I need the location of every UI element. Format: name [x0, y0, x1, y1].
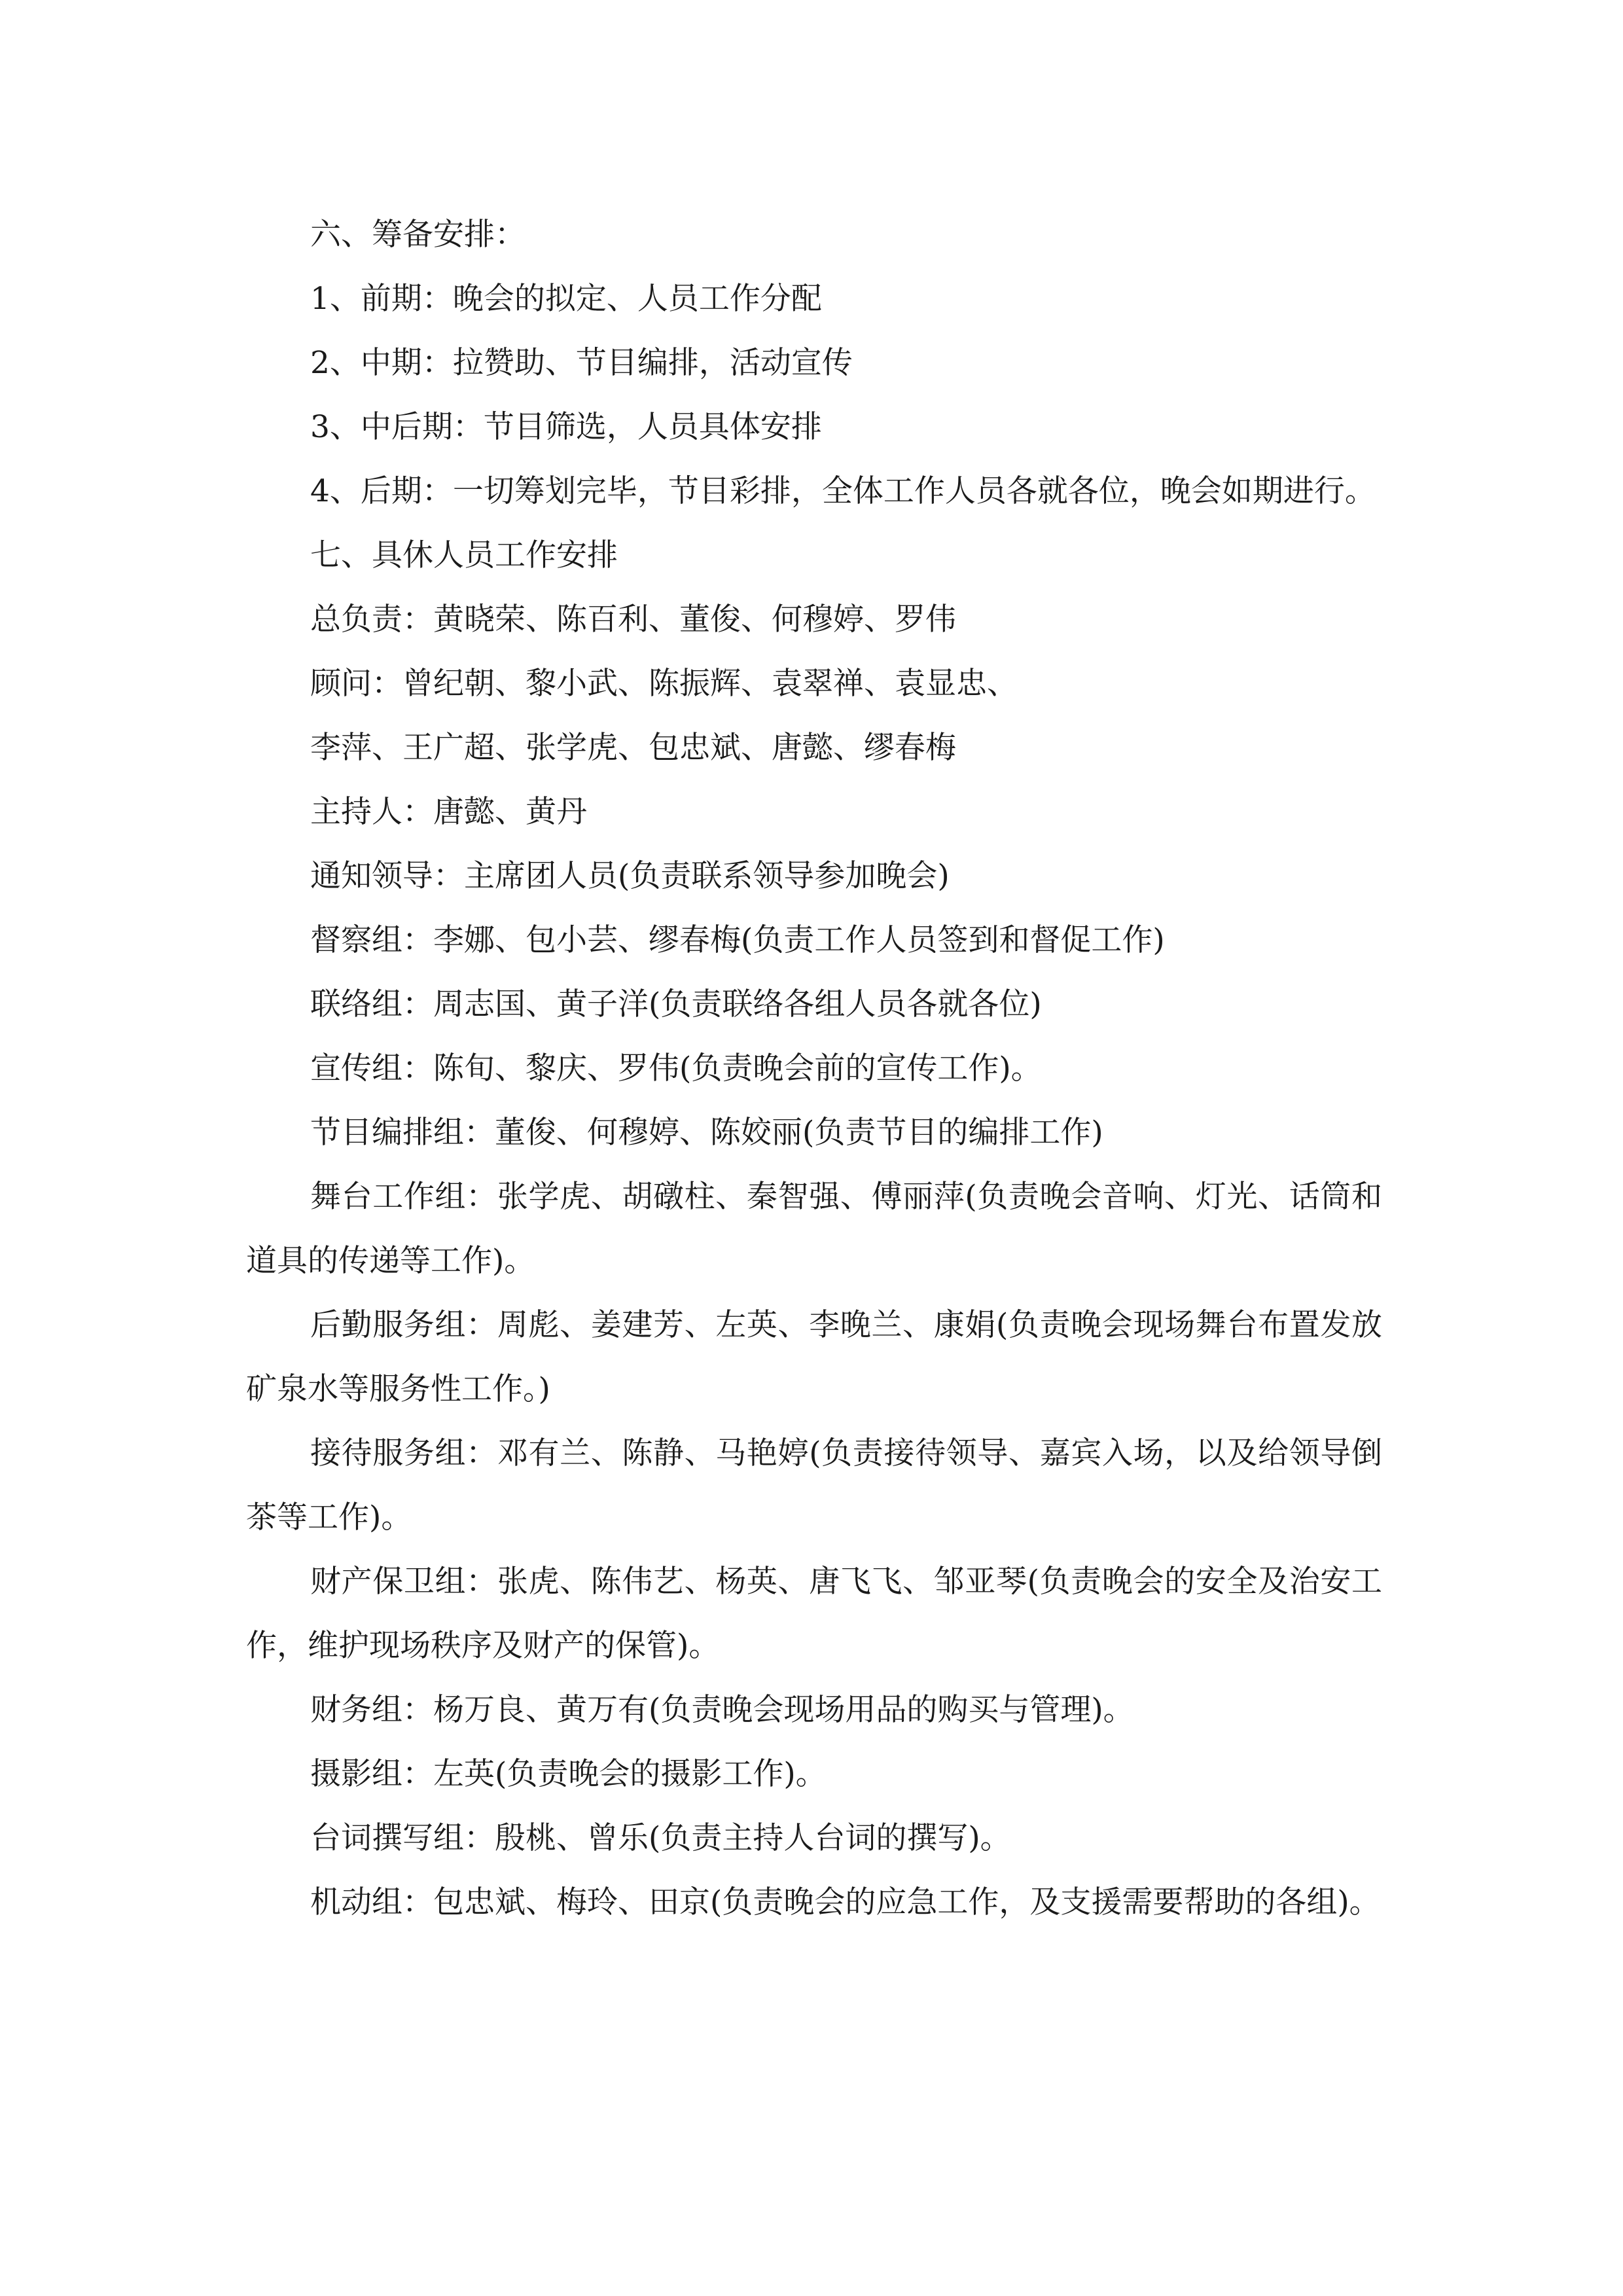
paragraph: 2、中期：拉赞助、节目编排，活动宣传 — [310, 345, 853, 381]
paragraph: 节目编排组：董俊、何穆婷、陈姣丽(负责节目的编排工作) — [310, 1115, 1103, 1151]
document-body — [246, 203, 1382, 1935]
paragraph: 4、后期：一切筹划完毕，节目彩排，全体工作人员各就各位，晚会如期进行。 — [310, 473, 1376, 509]
paragraph: 主持人：唐懿、黄丹 — [310, 794, 587, 830]
paragraph: 联络组：周志国、黄子洋(负责联络各组人员各就各位) — [310, 986, 1042, 1022]
paragraph: 后勤服务组：周彪、姜建芳、左英、李晚兰、康娟(负责晚会现场舞台布置发放矿泉水等服务性工作。) — [246, 1307, 1382, 1407]
paragraph: 通知领导：主席团人员(负责联系领导参加晚会) — [310, 858, 950, 894]
paragraph: 宣传组：陈旬、黎庆、罗伟(负责晚会前的宣传工作)。 — [310, 1050, 1042, 1086]
paragraph: 财产保卫组：张虎、陈伟艺、杨英、唐飞飞、邹亚琴(负责晚会的安全及治安工作，维护现场秩序及财产的保管)。 — [246, 1564, 1382, 1664]
paragraph: 财务组：杨万良、黄万有(负责晚会现场用品的购买与管理)。 — [310, 1692, 1134, 1728]
paragraph: 台词撰写组：殷桃、曾乐(负责主持人台词的撰写)。 — [310, 1820, 1011, 1856]
paragraph: 接待服务组：邓有兰、陈静、马艳婷(负责接待领导、嘉宾入场，以及给领导倒茶等工作)。 — [246, 1435, 1382, 1535]
paragraph: 舞台工作组：张学虎、胡礅柱、秦智强、傅丽萍(负责晚会音响、灯光、话筒和道具的传递等工作)。 — [246, 1179, 1382, 1279]
paragraph: 3、中后期：节目筛选，人员具体安排 — [310, 409, 822, 445]
paragraph: 李萍、王广超、张学虎、包忠斌、唐懿、缪春梅 — [310, 730, 956, 766]
paragraph: 1、前期：晚会的拟定、人员工作分配 — [310, 281, 822, 317]
paragraph: 顾问：曾纪朝、黎小武、陈振辉、袁翠禅、袁显忠、 — [310, 666, 1018, 702]
paragraph: 机动组：包忠斌、梅玲、田京(负责晚会的应急工作，及支援需要帮助的各组)。 — [310, 1884, 1380, 1920]
section-heading-staff: 七、具休人员工作安排 — [310, 537, 618, 573]
section-heading-preparation: 六、筹备安排： — [310, 217, 526, 253]
paragraph: 督察组：李娜、包小芸、缪春梅(负责工作人员签到和督促工作) — [310, 922, 1165, 958]
paragraph: 摄影组：左英(负责晚会的摄影工作)。 — [310, 1756, 827, 1792]
paragraph: 总负责：黄晓荣、陈百利、董俊、何穆婷、罗伟 — [310, 601, 956, 637]
